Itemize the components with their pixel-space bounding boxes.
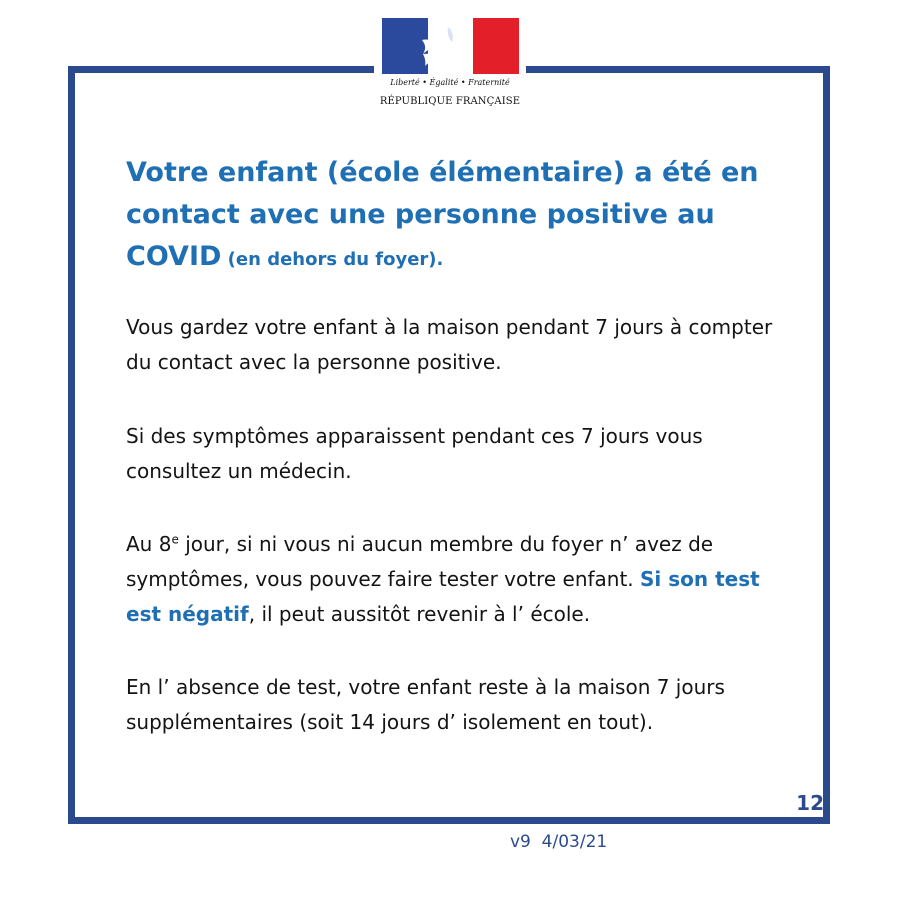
title-main: Votre enfant (école élémentaire) a été en contact avec une personne positive au COVID xyxy=(126,157,759,272)
logo-motto: Liberté • Égalité • Fraternité xyxy=(390,78,510,87)
marianne-flag-icon xyxy=(382,18,519,74)
logo-republique-francaise: RÉPUBLIQUE FRANÇAISE xyxy=(379,96,521,107)
ordinal-superscript: e xyxy=(171,532,179,547)
version-date: v9 4/03/21 xyxy=(510,832,608,852)
paragraph-no-test: En l’ absence de test, votre enfant reste à la maison 7 jours supplémentaires (soit 14 jours d’ isolement en tout). xyxy=(126,675,725,734)
p3-end: , il peut aussitôt revenir à l’ école. xyxy=(248,602,591,626)
page-title xyxy=(126,152,786,281)
paragraph-home-stay: Vous gardez votre enfant à la maison pendant 7 jours à compter du contact avec la personne positive. xyxy=(126,315,773,374)
republique-francaise-logo xyxy=(374,12,526,122)
p3-middle: jour, si ni vous ni aucun membre du foyer n’ avez de symptômes, vous pouvez faire tester votre enfant. xyxy=(126,532,714,591)
title-suffix: (en dehors du foyer). xyxy=(221,249,444,270)
page-number: 12 xyxy=(796,791,824,815)
p3-intro: Au 8 xyxy=(126,532,172,556)
paragraph-symptoms: Si des symptômes apparaissent pendant ces 7 jours vous consultez un médecin. xyxy=(126,424,703,483)
negative-test-highlight: Si son test est négatif xyxy=(126,567,760,626)
paragraph-test-day-8 xyxy=(126,527,786,632)
